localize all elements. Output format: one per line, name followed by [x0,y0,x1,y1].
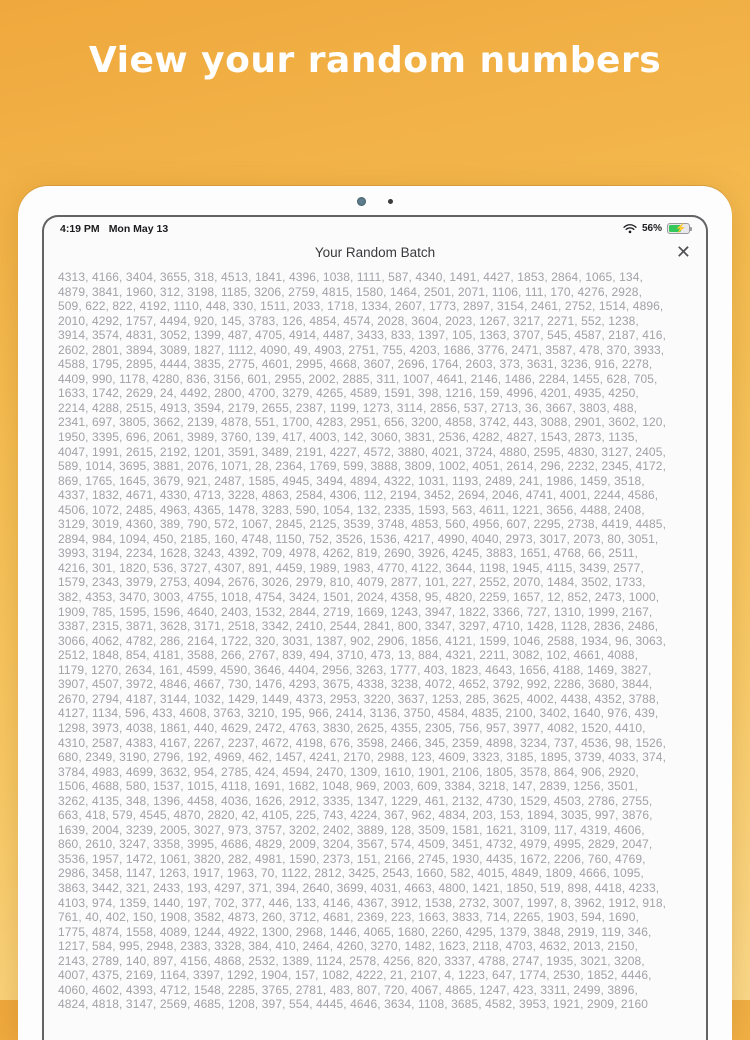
number-line: 2214, 4288, 2515, 4913, 3594, 2179, 2655, 2387, 1199, 1273, 3114, 2856, 537, 2713, 36, 3667, 3803, 488, [58,400,638,415]
status-date: Mon May 13 [108,222,169,235]
number-line: 1633, 1742, 2629, 24, 4492, 2800, 4700, 3279, 4265, 4589, 1591, 398, 1216, 159, 4996, 4201, 4935, 4250, [58,386,639,401]
number-line: 2143, 2789, 140, 897, 4156, 4868, 2532, 1389, 1124, 2578, 4256, 820, 3337, 4788, 2747, 1935, 3021, 3208, [58,953,645,968]
number-line: 3129, 3019, 4360, 389, 790, 572, 1067, 2845, 2125, 3539, 3748, 4853, 560, 4956, 607, 2295, 2738, 4419, 4485, [58,517,666,532]
close-icon: ✕ [675,242,691,263]
modal-header [44,239,706,267]
camera-sensor-icon [388,199,393,204]
number-line: 4409, 990, 1178, 4280, 836, 3156, 601, 2955, 2002, 2885, 311, 1007, 4641, 2146, 1486, 2284, 1455, 628, 705, [58,371,658,386]
number-line: 1639, 2004, 3239, 2005, 3027, 973, 3757, 3202, 2402, 3889, 128, 3509, 1581, 1621, 3109, 117, 4319, 4606, [58,822,645,837]
number-line: 2010, 4292, 1757, 4494, 920, 145, 3783, 126, 4854, 4574, 2028, 3604, 2023, 1267, 3217, 2271, 552, 1238, [58,313,639,328]
number-line: 1909, 785, 1595, 1596, 4640, 2403, 1532, 2844, 2719, 1669, 1243, 3947, 1822, 3366, 727, 1310, 1999, 2167, [58,604,653,619]
number-line: 860, 2610, 3247, 3358, 3995, 4686, 4829, 2009, 3204, 3567, 574, 4509, 3451, 4732, 4979, 4995, 2829, 2047, [58,837,653,852]
number-line: 1179, 1270, 2634, 161, 4599, 4590, 3646, 4404, 2956, 3263, 1777, 403, 1823, 4643, 1656, 4188, 1469, 3827, [58,662,652,677]
wifi-icon [623,223,637,234]
status-time: 4:19 PM [60,222,100,235]
number-line: 4127, 1134, 596, 433, 4608, 3763, 3210, 195, 966, 2414, 3136, 3750, 4584, 4835, 2100, 3402, 1640, 976, 439, [58,706,659,721]
page-title: View your random numbers [88,40,662,81]
battery-charging-bolt-icon: ⚡ [675,223,687,233]
number-line: 3066, 4062, 4782, 286, 2164, 1722, 320, 3031, 1387, 902, 2906, 1856, 4121, 1599, 1046, 2588, 1934, 96, 3063, [58,633,666,648]
number-line: 663, 418, 579, 4545, 4870, 2820, 42, 4105, 225, 743, 4224, 367, 962, 4834, 203, 153, 1894, 3035, 997, 3876, [58,808,653,823]
number-line: 869, 1765, 1645, 3679, 921, 2487, 1585, 4945, 3494, 4894, 4322, 1031, 1193, 2489, 241, 1986, 1459, 3518, [58,473,645,488]
number-line: 3907, 4507, 3972, 4846, 4667, 730, 1476, 4293, 3675, 4338, 3238, 4072, 4652, 3792, 992, 2286, 3680, 3844, [58,677,653,692]
number-line: 1217, 584, 995, 2948, 2383, 3328, 384, 410, 2464, 4260, 3270, 1482, 1623, 2118, 4703, 4632, 2013, 2150, [58,939,638,954]
number-line: 4879, 3841, 1960, 312, 3198, 1185, 3206, 2759, 4815, 1580, 1464, 2501, 2071, 1106, 111, 170, 4276, 2928, [58,284,643,299]
number-line: 2670, 2794, 4187, 3144, 1032, 1429, 1449, 4373, 2953, 3220, 3637, 1253, 285, 3625, 4002, 4438, 4352, 3788, [58,691,660,706]
number-line: 4103, 974, 1359, 1440, 197, 702, 377, 446, 133, 4146, 4367, 3912, 1538, 2732, 3007, 1997, 8, 3962, 1912, 918, [58,895,667,910]
number-line: 3262, 4135, 348, 1396, 4458, 4036, 1626, 2912, 3335, 1347, 1229, 461, 2132, 4730, 1529, 4503, 2786, 2755, [58,793,653,808]
close-button[interactable] [674,240,693,266]
number-line: 4216, 301, 1820, 536, 3727, 4307, 891, 4459, 1989, 1983, 4770, 4122, 3644, 1198, 1945, 4115, 3439, 2577, [58,560,644,575]
number-line: 4824, 4818, 3147, 2569, 4685, 1208, 397, 554, 4445, 4646, 3634, 1108, 3685, 4582, 3953, 1921, 2909, 2160 [58,997,649,1012]
number-line: 680, 2349, 3190, 2796, 192, 4969, 462, 1457, 4241, 2170, 2988, 123, 4609, 3323, 3185, 1895, 3739, 4033, 374, [58,750,666,765]
number-line: 1506, 4688, 580, 1537, 1015, 4118, 1691, 1682, 1048, 969, 2003, 609, 3384, 3218, 147, 2839, 1256, 3501, [58,779,638,794]
modal-title: Your Random Batch [314,245,436,260]
number-line: 2341, 697, 3805, 3662, 2139, 4878, 551, 1700, 4283, 2951, 656, 3200, 4858, 3742, 443, 3088, 2901, 3602, 120, [58,415,666,430]
number-line: 3993, 3194, 2234, 1628, 3243, 4392, 709, 4978, 4262, 819, 2690, 3926, 4245, 3883, 1651, 4768, 66, 2511, [58,546,638,561]
app-screen [42,215,708,1040]
number-line: 4310, 2587, 4383, 4167, 2267, 2237, 4672, 4198, 676, 3598, 2466, 345, 2359, 4898, 3234, 737, 4536, 98, 1526, [58,735,666,750]
number-line: 4506, 1072, 2485, 4963, 4365, 1478, 3283, 590, 1054, 132, 2335, 1593, 563, 4611, 1221, 3656, 4488, 2408, [58,502,645,517]
number-line: 4588, 1795, 2895, 4444, 3835, 2775, 4601, 2995, 4668, 3607, 2696, 1764, 2603, 373, 3631, 3236, 916, 2278, [58,357,653,372]
number-line: 2512, 1848, 854, 4181, 3588, 266, 2767, 839, 494, 3710, 473, 13, 884, 4321, 2211, 3082, 102, 4661, 4088, [58,648,639,663]
number-line: 1298, 3973, 4038, 1861, 440, 4629, 2472, 4763, 3830, 2625, 4355, 2305, 756, 957, 3977, 4082, 1520, 4410, [58,720,646,735]
number-line: 2986, 3458, 1147, 1263, 1917, 1963, 70, 1122, 2812, 3425, 2543, 1660, 582, 4015, 4849, 1809, 4666, 1095, [58,866,644,881]
number-line: 3784, 4983, 4699, 3632, 954, 2785, 424, 4594, 2470, 1309, 1610, 1901, 2106, 1805, 3578, 864, 906, 2920, [58,764,639,779]
number-line: 2602, 2801, 3894, 3089, 1827, 1112, 4090, 49, 4903, 2751, 755, 4203, 1686, 3776, 2471, 3587, 478, 370, 3933, [58,342,665,357]
camera-lens-icon [357,197,366,206]
random-numbers-list[interactable] [44,267,706,1040]
number-line: 1775, 4874, 1558, 4089, 1244, 4922, 1300, 2968, 1446, 4065, 1680, 2260, 4295, 1379, 3848, 2919, 119, 346, [58,924,652,939]
number-line: 4060, 4602, 4393, 4712, 1548, 2285, 3765, 2781, 483, 807, 720, 4067, 4865, 1247, 423, 3311, 2499, 3896, [58,982,638,997]
tablet-camera-strip [18,186,732,216]
number-line: 3914, 3574, 4831, 3052, 1399, 487, 4705, 4914, 4487, 3433, 833, 1397, 105, 1363, 3707, 545, 4587, 2187, 416, [58,328,666,343]
number-line: 761, 40, 402, 150, 1908, 3582, 4873, 260, 3712, 4681, 2369, 223, 1663, 3833, 714, 2265, 1903, 594, 1690, [58,910,639,925]
number-line: 382, 4353, 3470, 3003, 4755, 1018, 4754, 3424, 1501, 2024, 4358, 95, 4820, 2259, 1657, 12, 852, 2473, 1000, [58,590,660,605]
number-line: 3387, 2315, 3871, 3628, 3171, 2518, 3342, 2410, 2544, 2841, 800, 3347, 3297, 4710, 1428, 1128, 2836, 2486, [58,619,659,634]
number-line: 509, 622, 822, 4192, 1110, 448, 330, 1511, 2033, 1718, 1334, 2607, 1773, 2897, 3154, 2461, 2752, 1514, 4896, [58,299,664,314]
number-line: 4313, 4166, 3404, 3655, 318, 4513, 1841, 4396, 1038, 1111, 587, 4340, 1491, 4427, 1853, 2864, 1065, 134, [58,270,643,284]
number-line: 4007, 4375, 2169, 1164, 3397, 1292, 1904, 157, 1082, 4222, 21, 2107, 4, 1223, 647, 1774, 2530, 1852, 4446, [58,968,652,983]
number-line: 1950, 3395, 696, 2061, 3989, 3760, 139, 417, 4003, 142, 3060, 3831, 2536, 4282, 4827, 1543, 2873, 1135, [58,430,638,445]
number-line: 589, 1014, 3695, 3881, 2076, 1071, 28, 2364, 1769, 599, 3888, 3809, 1002, 4051, 2614, 296, 2232, 2345, 4172, [58,459,666,474]
status-bar [44,217,706,235]
status-bar-left [60,223,168,235]
number-line: 2894, 984, 1094, 450, 2185, 160, 4748, 1150, 752, 3526, 1536, 4217, 4990, 4040, 2973, 3017, 2073, 80, 3051, [58,531,659,546]
battery-nub [690,227,692,231]
battery-icon [667,223,690,234]
number-line: 3863, 3442, 321, 2433, 193, 4297, 371, 394, 2640, 3699, 4031, 4663, 4800, 1421, 1850, 519, 898, 4418, 4233, [58,880,660,895]
number-line: 4337, 1832, 4671, 4330, 4713, 3228, 4863, 2584, 4306, 112, 2194, 3452, 2694, 2046, 4741, 4001, 2244, 4586, [58,488,659,503]
battery-percent-label: 56% [641,223,662,234]
number-line: 1579, 2343, 3979, 2753, 4094, 2676, 3026, 2979, 810, 4079, 2877, 101, 227, 2552, 2070, 1484, 3502, 1733, [58,575,646,590]
status-bar-right [623,223,690,234]
tablet-mockup [18,186,732,1040]
number-line: 3536, 1957, 1472, 1061, 3820, 282, 4981, 1590, 2373, 151, 2166, 2745, 1930, 4435, 1672, 2206, 760, 4769, [58,851,646,866]
number-line: 4047, 1991, 2615, 2192, 1201, 3591, 3489, 2191, 4227, 4572, 3880, 4021, 3724, 4880, 2595, 4830, 3127, 2405, [58,444,666,459]
